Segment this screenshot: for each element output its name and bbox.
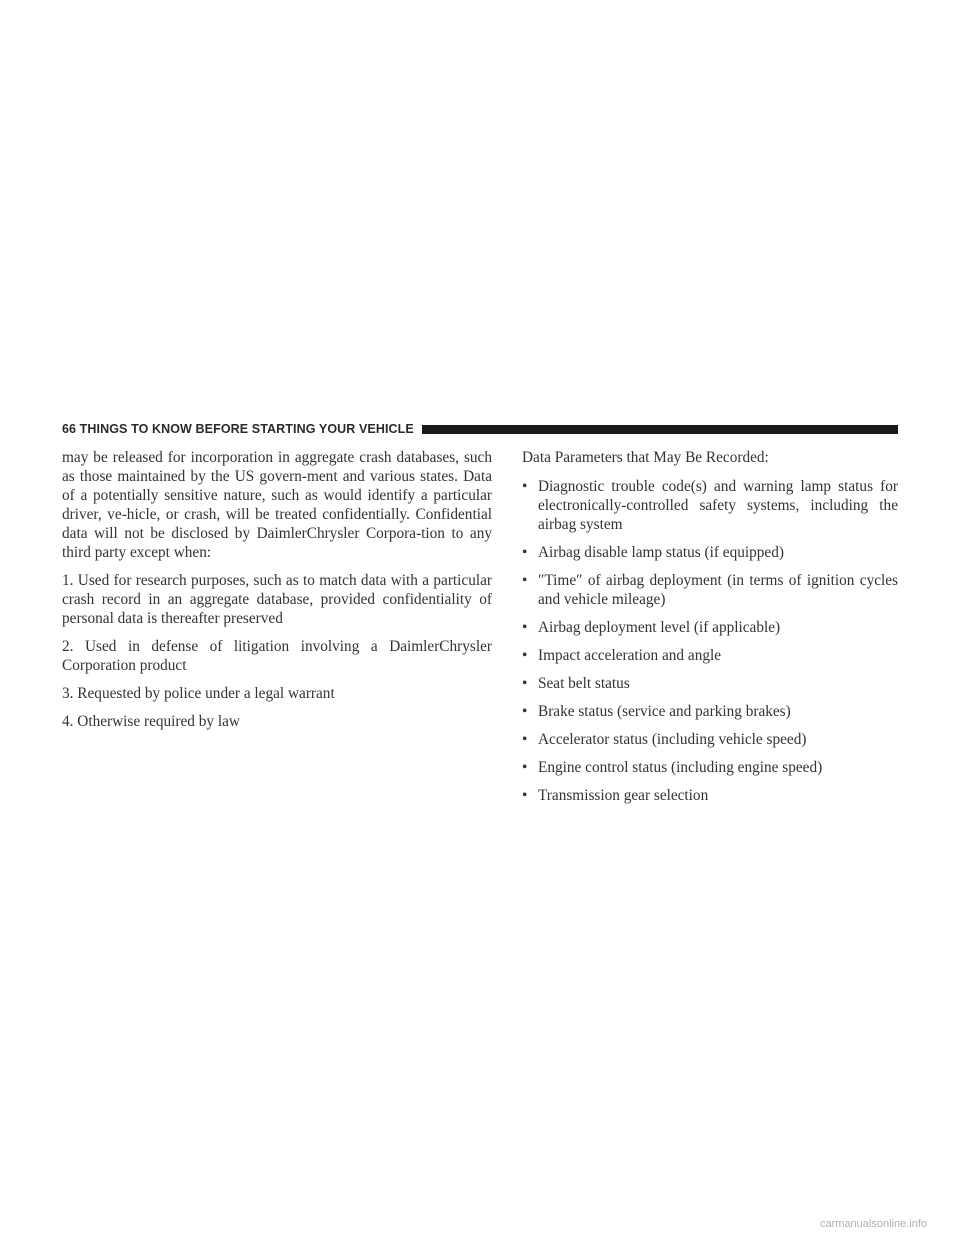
exception-item-4: 4. Otherwise required by law — [62, 713, 240, 730]
right-column — [522, 448, 898, 814]
left-column — [62, 448, 492, 740]
list-item-text: Airbag deployment level (if applicable) — [538, 619, 781, 636]
bullet-icon: • — [522, 572, 528, 589]
list-item — [522, 674, 898, 693]
bullet-icon: • — [522, 619, 528, 636]
list-item-text: Impact acceleration and angle — [538, 647, 722, 664]
list-item-text: Accelerator status (including vehicle speed) — [538, 731, 807, 748]
list-item — [522, 618, 898, 637]
list-item — [522, 702, 898, 721]
list-item — [522, 786, 898, 805]
bullet-icon: • — [522, 787, 528, 804]
site-watermark: carmanualsonline.info — [820, 1218, 928, 1230]
intro-paragraph: may be released for incorporation in aggregate crash databases, such as those maintained by the US govern-ment and various states. Data of a potentially sensitive nature, such as would identify a particular driver, ve-hicle, or crash, will be treated confidentially. Confidential data will not be disclosed by DaimlerChrysler Corpora-tion to any third party except when: — [62, 449, 492, 561]
exception-item-3: 3. Requested by police under a legal warrant — [62, 685, 335, 702]
list-item — [522, 758, 898, 777]
bullet-icon: • — [522, 647, 528, 664]
list-item — [522, 571, 898, 609]
list-item — [522, 543, 898, 562]
list-item — [522, 646, 898, 665]
list-item-text: Brake status (service and parking brakes) — [538, 703, 791, 720]
bullet-icon: • — [522, 759, 528, 776]
list-item-text: Seat belt status — [538, 675, 630, 692]
bullet-icon: • — [522, 544, 528, 561]
exception-item-2: 2. Used in defense of litigation involving a DaimlerChrysler Corporation product — [62, 638, 492, 674]
bullet-icon: • — [522, 675, 528, 692]
list-item-text: ″Time″ of airbag deployment (in terms of ignition cycles and vehicle mileage) — [538, 572, 898, 608]
bullet-icon: • — [522, 703, 528, 720]
list-item-text: Airbag disable lamp status (if equipped) — [538, 544, 784, 561]
parameters-list — [522, 477, 898, 805]
list-item — [522, 477, 898, 534]
bullet-icon: • — [522, 478, 528, 495]
list-item-text: Diagnostic trouble code(s) and warning lamp status for electronically-controlled safety systems, including the airbag system — [538, 478, 898, 533]
header-rule — [422, 425, 898, 434]
page-header — [62, 419, 898, 439]
list-item — [522, 730, 898, 749]
bullet-icon: • — [522, 731, 528, 748]
parameters-heading: Data Parameters that May Be Recorded: — [522, 449, 769, 466]
exception-item-1: 1. Used for research purposes, such as to match data with a particular crash record in an aggregate database, provided confidentiality of personal data is thereafter preserved — [62, 572, 492, 627]
list-item-text: Transmission gear selection — [538, 787, 709, 804]
page-header-title: 66 THINGS TO KNOW BEFORE STARTING YOUR VEHICLE — [62, 422, 414, 436]
list-item-text: Engine control status (including engine speed) — [538, 759, 823, 776]
